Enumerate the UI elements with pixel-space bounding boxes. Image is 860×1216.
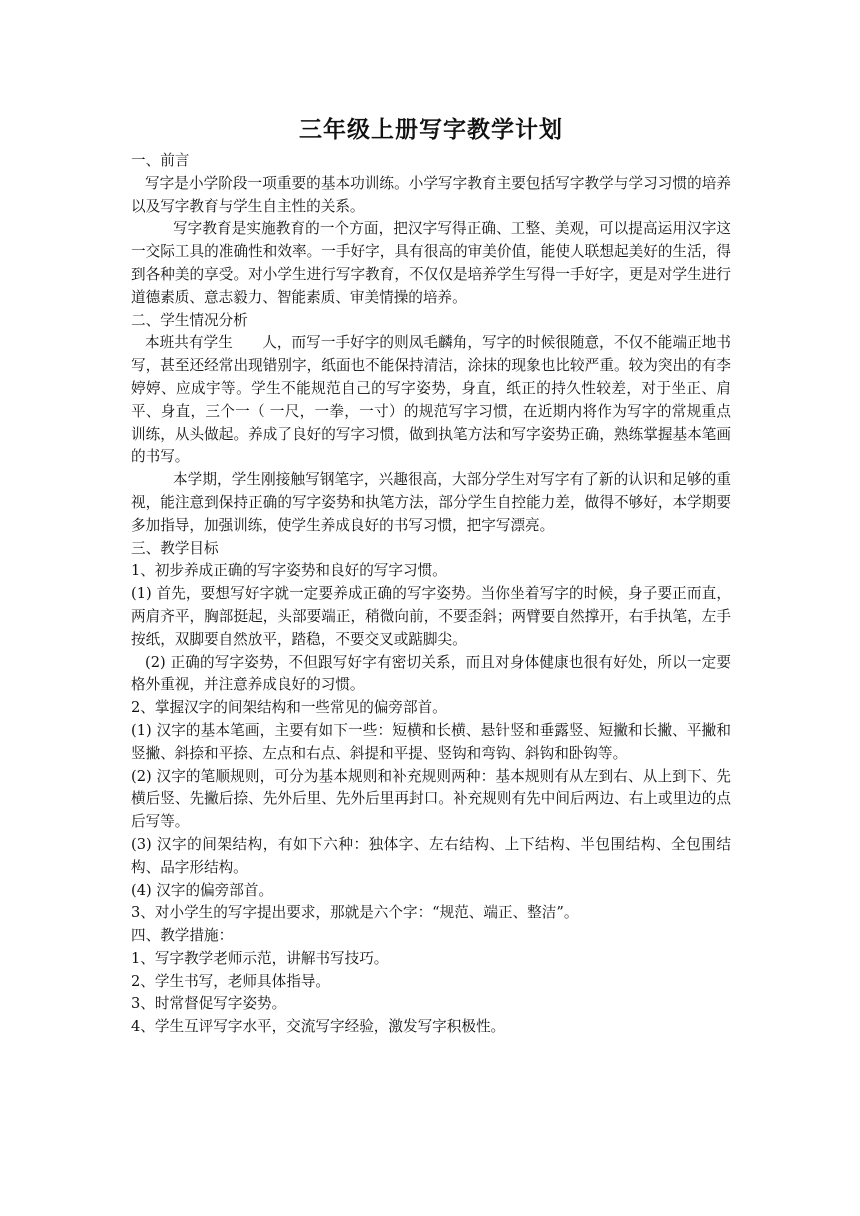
heading-teaching-measures: 四、教学措施： [131, 927, 234, 945]
list-item: (2) 汉字的笔顺规则，可分为基本规则和补充规则两种：基本规则有从左到右、从上到下、先横后竖、先撇后捺、先外后里、先外后里再封口。补充规则有先中间后两边、右上或里边的点后写等。 [131, 767, 731, 831]
paragraph: 写字教育是实施教育的一个方面，把汉字写得正确、工整、美观，可以提高运用汉字这一交际工具的准确性和效率。一手好字，具有很高的审美价值，能使人联想起美好的生活，得到各种美的享受。对小学生进行写字教育，不仅仅是培养学生写得一手好字，更是对学生进行道德素质、意志毅力、智能素质、审美情操的培养。 [131, 220, 731, 306]
paragraph: 写字是小学阶段一项重要的基本功训练。小学写字教育主要包括写字教学与学习习惯的培养以及写字教育与学生自主性的关系。 [131, 174, 731, 215]
list-item: 4、学生互评写字水平，交流写字经验，激发写字积极性。 [131, 1018, 506, 1036]
paragraph: 本学期，学生刚接触写钢笔字，兴趣很高，大部分学生对写字有了新的认识和足够的重视，能注意到保持正确的写字姿势和执笔方法，部分学生自控能力差，做得不够好，本学期要多加指导，加强训练，使学生养成良好的书写习惯，把字写漂亮。 [131, 471, 731, 534]
heading-teaching-goals: 三、教学目标 [131, 539, 219, 557]
document-body [131, 150, 731, 1039]
list-item: 2、掌握汉字的间架结构和一些常见的偏旁部首。 [131, 699, 447, 717]
list-item: (2) 正确的写字姿势，不但跟写好字有密切关系，而且对身体健康也很有好处，所以一定要格外重视，并注意养成良好的习惯。 [131, 653, 731, 694]
list-item: 2、学生书写，老师具体指导。 [131, 972, 331, 990]
heading-preface: 一、前言 [131, 152, 190, 169]
list-item: (3) 汉字的间架结构，有如下六种：独体字、左右结构、上下结构、半包围结构、全包围结构、品字形结构。 [131, 835, 731, 876]
paragraph: 本班共有学生 人，而写一手好字的则凤毛麟角，写字的时候很随意，不仅不能端正地书写，甚至还经常出现错别字，纸面也不能保持清洁，涂抹的现象也比较严重。较为突出的有李婷婷、应成宇等。学生不能规范自己的写字姿势，身直，纸正的持久性较差，对于坐正、肩平、身直，三个一（ 一尺，一拳，一寸）的规范写字习惯，在近期内将作为写字的常规重点训练，从头做起。养成了良好的写字习惯，做到执笔方法和写字姿势正确，熟练掌握基本笔画的书写。 [131, 334, 731, 466]
list-item: (1) 汉字的基本笔画，主要有如下一些：短横和长横、悬针竖和垂露竖、短撇和长撇、平撇和竖撇、斜捺和平捺、左点和右点、斜提和平提、竖钩和弯钩、斜钩和卧钩等。 [131, 721, 731, 762]
list-item: 3、时常督促写字姿势。 [131, 995, 287, 1013]
list-item: 3、对小学生的写字提出要求，那就是六个字：“规范、端正、整洁”。 [131, 904, 579, 922]
document-title: 三年级上册写字教学计划 [299, 116, 563, 143]
heading-student-analysis: 二、学生情况分析 [131, 311, 248, 329]
list-item: (1) 首先，要想写好字就一定要养成正确的写字姿势。当你坐着写字的时候，身子要正而直，两肩齐平，胸部挺起，头部要端正，稍微向前，不要歪斜；两臂要自然撑开，右手执笔，左手按纸，双脚要自然放平，踏稳，不要交叉或踮脚尖。 [131, 585, 731, 648]
list-item: 1、初步养成正确的写字姿势和良好的写字习惯。 [131, 562, 447, 580]
list-item: (4) 汉字的偏旁部首。 [131, 881, 274, 899]
list-item: 1、写字教学老师示范，讲解书写技巧。 [131, 949, 389, 967]
